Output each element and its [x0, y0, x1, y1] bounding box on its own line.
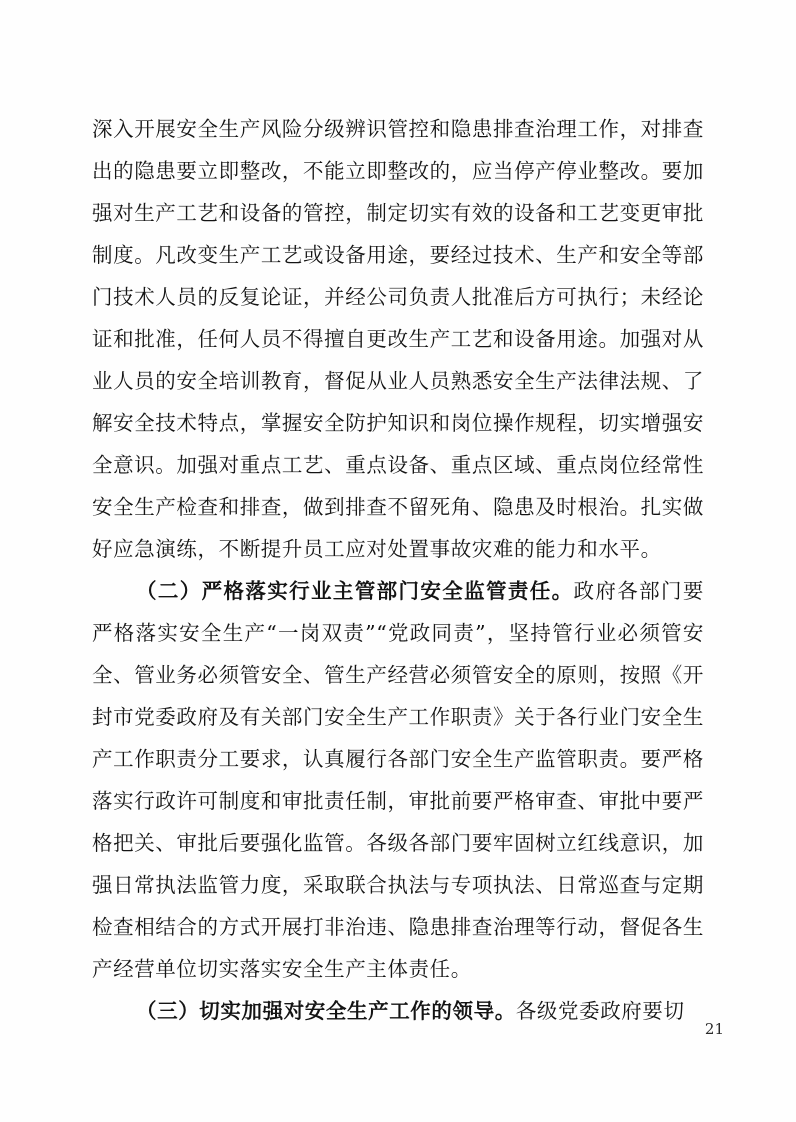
- page-number: 21: [704, 1020, 724, 1038]
- paragraph-1: [92, 108, 704, 570]
- paragraph-3: [92, 990, 704, 1032]
- paragraph-3-text: 各级党委政府要切: [515, 999, 685, 1023]
- paragraph-2-text: 政府各部门要严格落实安全生产“一岗双责”“党政同责”，坚持管行业必须管安全、管业务必须管安全、管生产经营必须管安全的原则，按照《开封市党委政府及有关部门安全生产工作职责》关于各行业门安全生产工作职责分工要求，认真履行各部门安全生产监管职责。要严格落实行政许可制度和审批责任制，审批前要严格审查、审批中要严格把关、审批后要强化监管。各级各部门要牢固树立红线意识，加强日常执法监管力度，采取联合执法与专项执法、日常巡查与定期检查相结合的方式开展打非治违、隐患排查治理等行动，督促各生产经营单位切实落实安全生产主体责任。: [92, 579, 704, 981]
- paragraph-2-heading: （二）严格落实行业主管部门安全监管责任。: [136, 579, 574, 603]
- paragraph-1-text: 深入开展安全生产风险分级辨识管控和隐患排查治理工作，对排查出的隐患要立即整改，不能立即整改的，应当停产停业整改。要加强对生产工艺和设备的管控，制定切实有效的设备和工艺变更审批制度。凡改变生产工艺或设备用途，要经过技术、生产和安全等部门技术人员的反复论证，并经公司负责人批准后方可执行；未经论证和批准，任何人员不得擅自更改生产工艺和设备用途。加强对从业人员的安全培训教育，督促从业人员熟悉安全生产法律法规、了解安全技术特点，掌握安全防护知识和岗位操作规程，切实增强安全意识。加强对重点工艺、重点设备、重点区域、重点岗位经常性安全生产检查和排查，做到排查不留死角、隐患及时根治。扎实做好应急演练，不断提升员工应对处置事故灾难的能力和水平。: [92, 117, 704, 561]
- document-body: [92, 108, 704, 1032]
- paragraph-2: [92, 570, 704, 990]
- paragraph-3-heading: （三）切实加强对安全生产工作的领导。: [136, 999, 516, 1023]
